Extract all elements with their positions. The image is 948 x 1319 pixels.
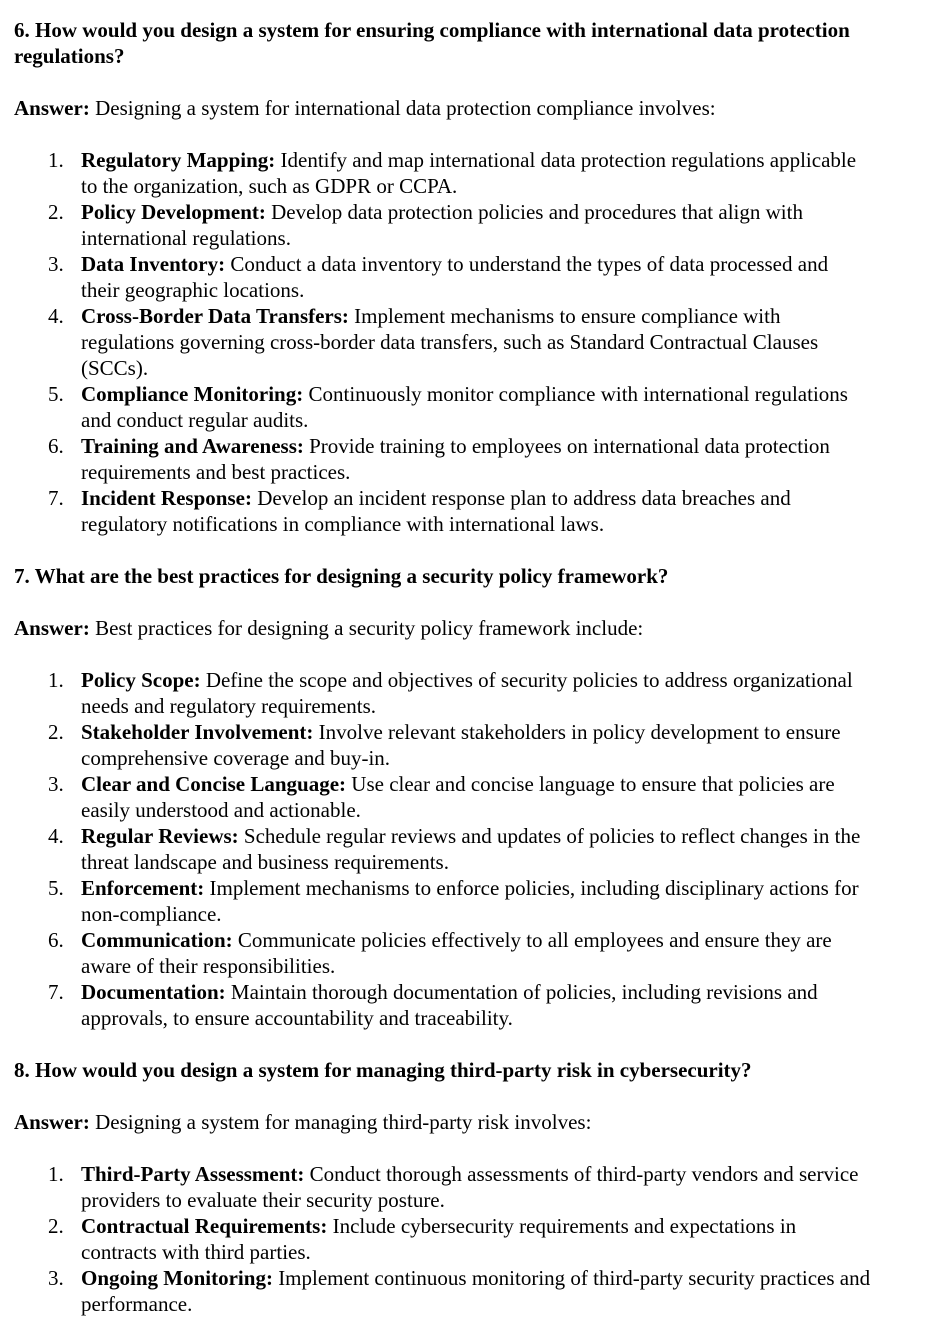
- list-item: [14, 719, 871, 771]
- item-text: Communicate policies effectively to all employees and ensure they are aware of their responsibilities.: [81, 928, 832, 978]
- item-text: Define the scope and objectives of security policies to address organizational needs and regulatory requirements.: [81, 668, 853, 718]
- item-number: 4.: [48, 824, 64, 848]
- list-item: [14, 875, 871, 927]
- item-term: Cross-Border Data Transfers:: [81, 304, 349, 328]
- item-number: 7.: [48, 980, 64, 1004]
- answer-label: Answer:: [14, 96, 90, 120]
- item-text: Continuously monitor compliance with international regulations and conduct regular audits.: [81, 382, 848, 432]
- item-term: Third-Party Assessment:: [81, 1162, 305, 1186]
- item-number: 3.: [48, 252, 64, 276]
- answer-label: Answer:: [14, 1110, 90, 1134]
- item-text: Identify and map international data protection regulations applicable to the organization, such as GDPR or CCPA.: [81, 148, 857, 198]
- list-item: [14, 667, 871, 719]
- list-item: [14, 1213, 871, 1265]
- question-heading: 7. What are the best practices for designing a security policy framework?: [14, 564, 669, 588]
- list-item: [14, 771, 871, 823]
- item-term: Compliance Monitoring:: [81, 382, 304, 406]
- item-number: 1.: [48, 148, 64, 172]
- item-number: 3.: [48, 772, 64, 796]
- item-number: 3.: [48, 1266, 64, 1290]
- answer-text: Best practices for designing a security policy framework include:: [89, 616, 644, 640]
- question-heading: 8. How would you design a system for managing third-party risk in cybersecurity?: [14, 1058, 752, 1082]
- list-item: [14, 381, 871, 433]
- item-number: 1.: [48, 1162, 64, 1186]
- item-term: Regular Reviews:: [81, 824, 239, 848]
- item-number: 2.: [48, 200, 64, 224]
- list-item: [14, 823, 871, 875]
- answer-intro: [14, 615, 948, 641]
- list-item: [14, 433, 871, 485]
- item-term: Incident Response:: [81, 486, 252, 510]
- list-item: [14, 1265, 871, 1317]
- qa-section-6: [14, 17, 948, 537]
- item-text: Use clear and concise language to ensure that policies are easily understood and actionable.: [81, 772, 835, 822]
- item-text: Involve relevant stakeholders in policy development to ensure comprehensive coverage and buy-in.: [81, 720, 841, 770]
- item-number: 1.: [48, 668, 64, 692]
- item-text: Develop an incident response plan to address data breaches and regulatory notifications in compliance with international laws.: [81, 486, 791, 536]
- item-number: 2.: [48, 720, 64, 744]
- list-item: [14, 251, 871, 303]
- item-text: Implement continuous monitoring of third-party security practices and performance.: [81, 1266, 871, 1316]
- list-item: [14, 979, 871, 1031]
- item-term: Data Inventory:: [81, 252, 226, 276]
- list-item: [14, 1161, 871, 1213]
- item-text: Conduct a data inventory to understand the types of data processed and their geographic locations.: [81, 252, 829, 302]
- item-term: Ongoing Monitoring:: [81, 1266, 273, 1290]
- list-item: [14, 927, 871, 979]
- answer-text: Designing a system for managing third-party risk involves:: [89, 1110, 592, 1134]
- item-term: Training and Awareness:: [81, 434, 304, 458]
- answer-label: Answer:: [14, 616, 90, 640]
- item-number: 6.: [48, 928, 64, 952]
- answer-list: [14, 147, 948, 537]
- answer-text: Designing a system for international data protection compliance involves:: [89, 96, 716, 120]
- item-term: Communication:: [81, 928, 233, 952]
- item-number: 6.: [48, 434, 64, 458]
- item-term: Policy Development:: [81, 200, 266, 224]
- answer-list: [14, 667, 948, 1031]
- item-text: Implement mechanisms to ensure compliance with regulations governing cross-border data transfers, such as Standard Contractual Clauses (SCCs).: [81, 304, 819, 380]
- item-text: Include cybersecurity requirements and expectations in contracts with third parties.: [81, 1214, 797, 1264]
- qa-section-8: [14, 1057, 948, 1317]
- item-text: Provide training to employees on international data protection requirements and best practices.: [81, 434, 830, 484]
- question-heading: 6. How would you design a system for ensuring compliance with international data protection regulations?: [14, 18, 850, 68]
- list-item: [14, 485, 871, 537]
- answer-intro: [14, 1109, 948, 1135]
- item-term: Policy Scope:: [81, 668, 201, 692]
- answer-intro: [14, 95, 948, 121]
- item-number: 7.: [48, 486, 64, 510]
- item-term: Stakeholder Involvement:: [81, 720, 314, 744]
- list-item: [14, 303, 871, 381]
- item-text: Develop data protection policies and procedures that align with international regulations.: [81, 200, 803, 250]
- list-item: [14, 199, 871, 251]
- item-text: Maintain thorough documentation of policies, including revisions and approvals, to ensure accountability and traceability.: [81, 980, 818, 1030]
- answer-list: [14, 1161, 948, 1317]
- item-text: Implement mechanisms to enforce policies, including disciplinary actions for non-compliance.: [81, 876, 859, 926]
- item-text: Conduct thorough assessments of third-party vendors and service providers to evaluate their security posture.: [81, 1162, 859, 1212]
- item-number: 4.: [48, 304, 64, 328]
- item-term: Enforcement:: [81, 876, 205, 900]
- item-term: Regulatory Mapping:: [81, 148, 276, 172]
- qa-section-7: [14, 563, 948, 1031]
- list-item: [14, 147, 871, 199]
- item-number: 5.: [48, 382, 64, 406]
- item-term: Contractual Requirements:: [81, 1214, 328, 1238]
- item-number: 2.: [48, 1214, 64, 1238]
- item-number: 5.: [48, 876, 64, 900]
- item-term: Clear and Concise Language:: [81, 772, 347, 796]
- item-term: Documentation:: [81, 980, 226, 1004]
- item-text: Schedule regular reviews and updates of policies to reflect changes in the threat landscape and business requirements.: [81, 824, 861, 874]
